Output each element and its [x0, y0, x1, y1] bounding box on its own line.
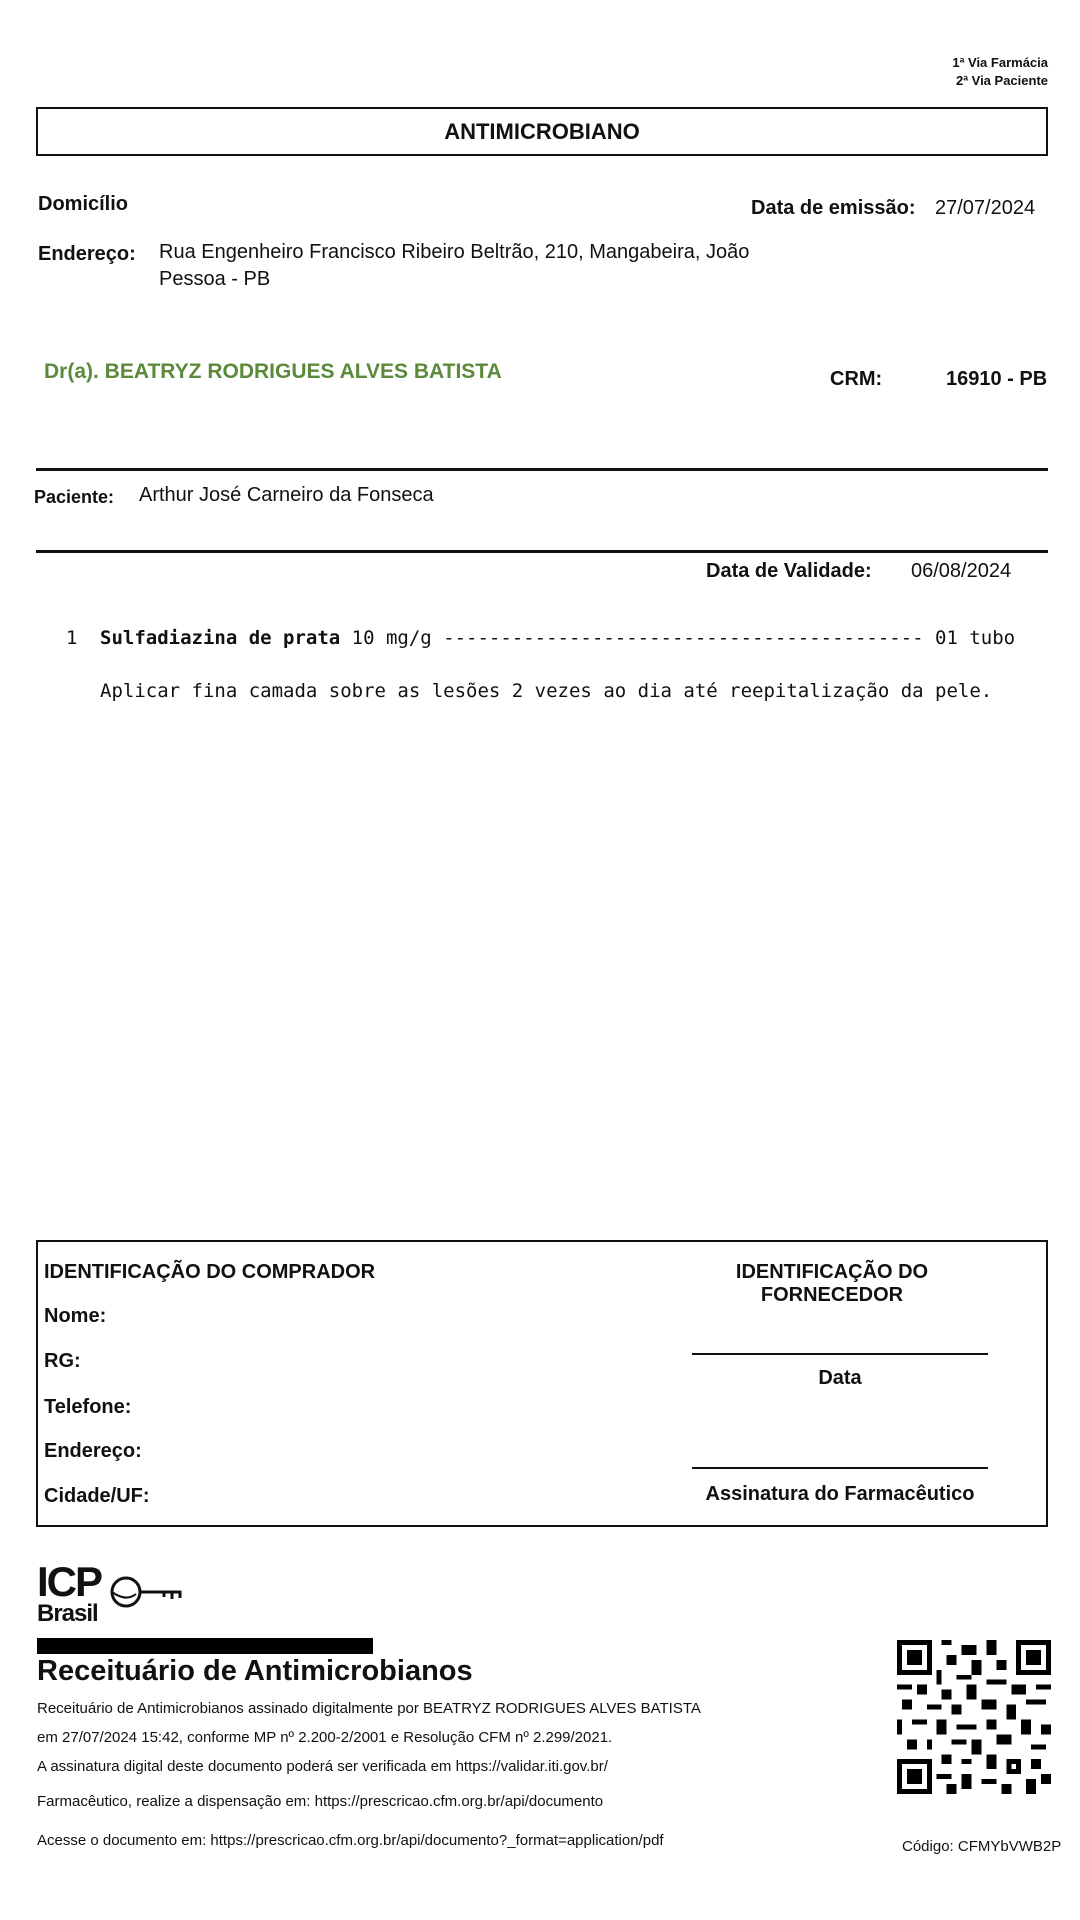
issue-date-value: 27/07/2024 [935, 197, 1036, 219]
address-line-1: Rua Engenheiro Francisco Ribeiro Beltrão, 210, Mangabeira, João [159, 241, 750, 263]
buyer-rg-field: RG: [44, 1350, 81, 1372]
drug-name: Sulfadiazina de prata [100, 627, 341, 649]
signature-line [692, 1467, 988, 1469]
crm-label: CRM: [830, 368, 883, 390]
address-line-2: Pessoa - PB [159, 268, 271, 290]
copy-patient-label: 2ª Via Paciente [955, 73, 1048, 88]
supplier-date-label: Data [818, 1367, 862, 1389]
footer-bar [37, 1638, 373, 1654]
footer-document-link: Acesse o documento em: https://prescricao.cfm.org.br/api/documento?_format=application/pdf [37, 1832, 664, 1849]
issue-date-label: Data de emissão: [751, 197, 916, 219]
key-icon [106, 1568, 186, 1618]
patient-label: Paciente: [34, 487, 115, 507]
crm-value: 16910 - PB [946, 368, 1048, 390]
buyer-title: IDENTIFICAÇÃO DO COMPRADOR [44, 1261, 376, 1283]
footer-signature-info-line2: em 27/07/2024 15:42, conforme MP nº 2.200-2/2001 e Resolução CFM nº 2.299/2021. [37, 1729, 613, 1746]
logo-icp-text: ICP [37, 1558, 102, 1605]
doctor-name: Dr(a). BEATRYZ RODRIGUES ALVES BATISTA [44, 360, 502, 383]
supplier-title: IDENTIFICAÇÃO DO FORNECEDOR [735, 1261, 929, 1306]
qr-code-icon [897, 1640, 1051, 1794]
drug-dose-quantity: 10 mg/g ------------------------------------------ 01 tubo [340, 627, 1016, 649]
address-label: Endereço: [38, 243, 136, 265]
footer-verify-info: A assinatura digital deste documento poderá ser verificada em https://validar.iti.gov.br/ [37, 1758, 608, 1775]
date-line [692, 1353, 988, 1355]
icp-brasil-logo [37, 1558, 102, 1627]
prescription-item [100, 627, 1015, 649]
validity-label: Data de Validade: [706, 560, 872, 582]
divider-bottom [36, 550, 1048, 553]
buyer-address-field: Endereço: [44, 1440, 142, 1462]
address-value [159, 239, 749, 293]
buyer-city-field: Cidade/UF: [44, 1485, 150, 1507]
divider-top [36, 468, 1048, 471]
footer-document-title: Receituário de Antimicrobianos [37, 1655, 473, 1687]
footer-signature-info-line1: Receituário de Antimicrobianos assinado digitalmente por BEATRYZ RODRIGUES ALVES BATISTA [37, 1700, 701, 1717]
location-type: Domicílio [38, 193, 129, 215]
pharmacist-signature-label: Assinatura do Farmacêutico [705, 1483, 975, 1505]
buyer-phone-field: Telefone: [44, 1396, 132, 1418]
logo-brasil-text: Brasil [37, 1600, 98, 1627]
prescription-item-number: 1 [66, 627, 78, 649]
patient-name: Arthur José Carneiro da Fonseca [139, 484, 434, 506]
buyer-name-field: Nome: [44, 1305, 107, 1327]
document-title: ANTIMICROBIANO [36, 107, 1048, 156]
copy-labels [952, 54, 1048, 90]
validity-date: 06/08/2024 [911, 560, 1012, 582]
footer-pharmacist-info: Farmacêutico, realize a dispensação em: https://prescricao.cfm.org.br/api/documento [37, 1793, 604, 1810]
document-code: Código: CFMYbVWB2P [902, 1838, 1062, 1855]
copy-pharmacy-label: 1ª Via Farmácia [952, 55, 1048, 70]
drug-instructions: Aplicar fina camada sobre as lesões 2 vezes ao dia até reepitalização da pele. [100, 680, 993, 702]
